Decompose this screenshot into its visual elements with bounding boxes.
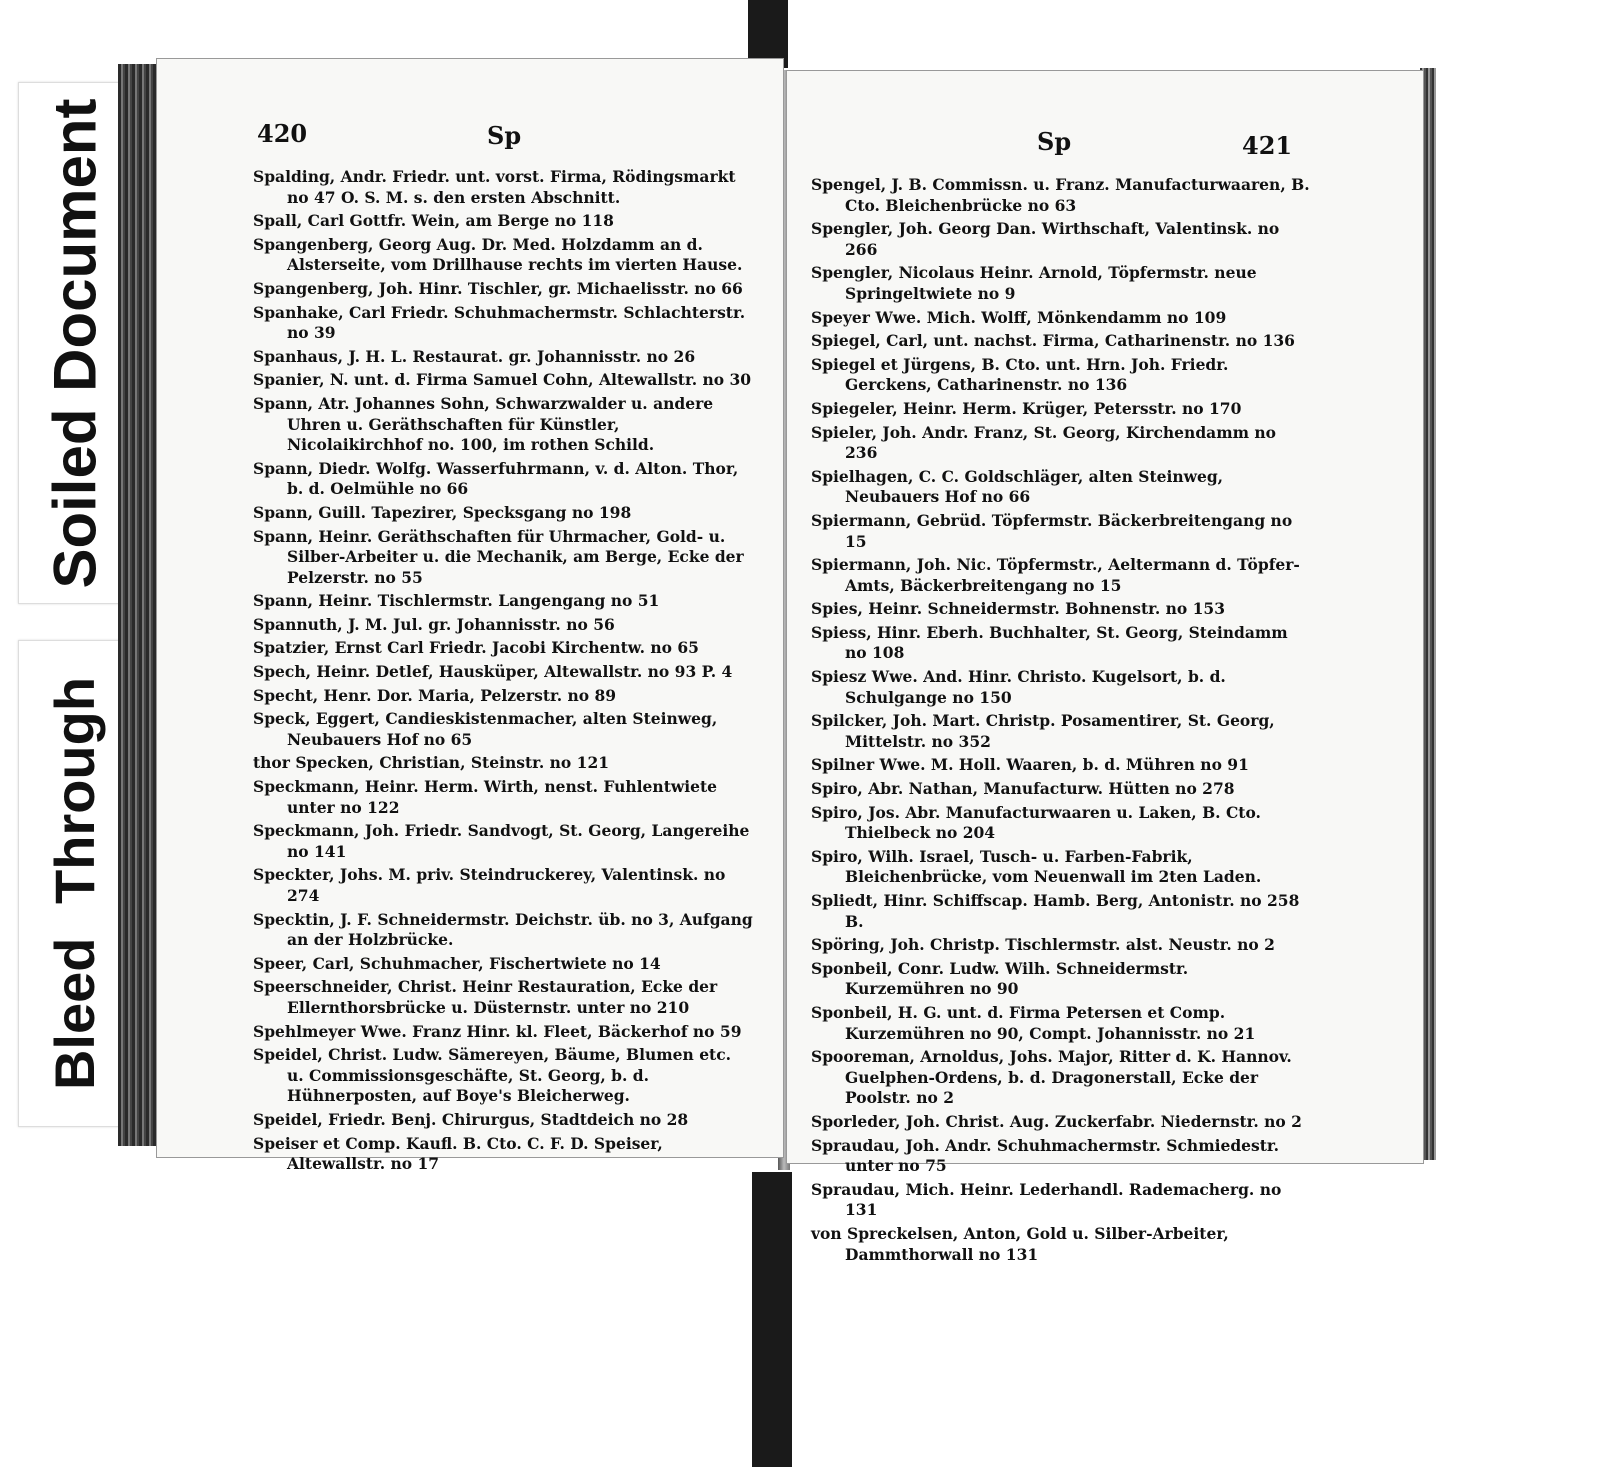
page-header: Sp [1037,127,1072,156]
entry-list [253,167,753,1178]
directory-entry: Speyer Wwe. Mich. Wolff, Mönkendamm no 109 [811,307,1227,327]
directory-entry: Speer, Carl, Schuhmacher, Fischertwiete no 14 [253,953,661,973]
directory-entry: Spangenberg, Joh. Hinr. Tischler, gr. Michaelisstr. no 66 [253,278,743,298]
directory-entry: Spann, Diedr. Wolfg. Wasserfuhrmann, v. d. Alton. Thor, b. d. Oelmühle no 66 [253,458,739,499]
directory-entry: Spliedt, Hinr. Schiffscap. Hamb. Berg, Antonistr. no 258 B. [811,891,1300,931]
directory-entry: Spann, Heinr. Tischlermstr. Langengang no 51 [253,591,660,611]
directory-entry: Spann, Guill. Tapezirer, Specksgang no 198 [253,502,632,522]
directory-entry: Spanier, N. unt. d. Firma Samuel Cohn, Altewallstr. no 30 [253,370,752,390]
directory-entry: Spall, Carl Gottfr. Wein, am Berge no 118 [253,211,614,231]
entry-list [811,175,1311,1268]
directory-entry: Spiegeler, Heinr. Herm. Krüger, Petersstr. no 170 [811,398,1242,418]
directory-entry: Spies, Heinr. Schneidermstr. Bohnenstr. no 153 [811,599,1225,619]
directory-entry: Spielhagen, C. C. Goldschläger, alten Steinweg, Neubauers Hof no 66 [811,466,1224,507]
directory-entry: Specht, Henr. Dor. Maria, Pelzerstr. no 89 [253,685,617,705]
directory-entry: Spilcker, Joh. Mart. Christp. Posamentirer, St. Georg, Mittelstr. no 352 [811,711,1275,751]
directory-entry: Spengel, J. B. Commissn. u. Franz. Manufacturwaaren, B. Cto. Bleichenbrücke no 63 [811,175,1310,215]
directory-entry: Spann, Atr. Johannes Sohn, Schwarzwalder u. andere Uhren u. Geräthschaften für Künstler, Nicolaikirchhof no. 100, im rothen Schild. [253,393,714,455]
directory-entry: Spiro, Jos. Abr. Manufacturwaaren u. Laken, B. Cto. Thielbeck no 204 [811,802,1261,843]
directory-entry: Spiro, Wilh. Israel, Tusch- u. Farben-Fabrik, Bleichenbrücke, vom Neuenwall im 2ten Laden. [811,846,1262,887]
page-number: 420 [257,119,308,148]
directory-entry: Speidel, Christ. Ludw. Sämereyen, Bäume, Blumen etc. u. Commissionsgeschäfte, St. Georg, b. d. Hühnerposten, auf Boye's Bleicherweg. [253,1045,732,1106]
right-page [786,70,1424,1264]
directory-entry: Speerschneider, Christ. Heinr Restauration, Ecke der Ellernthorsbrücke u. Düsternstr. unter no 210 [253,977,718,1017]
directory-entry: Spatzier, Ernst Carl Friedr. Jacobi Kirchentw. no 65 [253,638,699,658]
page-number: 421 [1242,131,1293,160]
directory-entry: Spooreman, Arnoldus, Johs. Major, Ritter d. K. Hannov. Guelphen-Ordens, b. d. Dragonerstall, Ecke der Poolstr. no 2 [811,1047,1292,1108]
page-edges-left [118,64,160,1146]
soiled-document-label: Soiled Document [18,82,132,604]
directory-entry: Spiess, Hinr. Eberh. Buchhalter, St. Georg, Steindamm no 108 [811,622,1288,663]
directory-entry: Spech, Heinr. Detlef, Hausküper, Altewallstr. no 93 P. 4 [253,662,733,682]
directory-entry: Speckmann, Heinr. Herm. Wirth, nenst. Fuhlentwiete unter no 122 [253,777,717,817]
directory-entry: Spraudau, Mich. Heinr. Lederhandl. Rademacherg. no 131 [811,1179,1282,1220]
directory-entry: Spraudau, Joh. Andr. Schuhmachermstr. Schmiedestr. unter no 75 [811,1135,1280,1176]
directory-entry: Speckter, Johs. M. priv. Steindruckerey, Valentinsk. no 274 [253,865,726,905]
directory-entry: Spengler, Joh. Georg Dan. Wirthschaft, Valentinsk. no 266 [811,219,1280,259]
left-page [156,58,784,1174]
directory-entry: Speiser et Comp. Kaufl. B. Cto. C. F. D. Speiser, Altewallstr. no 17 [253,1133,663,1174]
directory-entry: Specktin, J. F. Schneidermstr. Deichstr. üb. no 3, Aufgang an der Holzbrücke. [253,909,753,950]
directory-entry: Spanhake, Carl Friedr. Schuhmachermstr. Schlachterstr. no 39 [253,302,746,343]
directory-entry: Spangenberg, Georg Aug. Dr. Med. Holzdamm an d. Alsterseite, vom Drillhause rechts im vierten Hause. [253,234,743,275]
directory-entry: Spannuth, J. M. Jul. gr. Johannisstr. no 56 [253,614,615,634]
directory-entry: Spiegel et Jürgens, B. Cto. unt. Hrn. Joh. Friedr. Gerckens, Catharinenstr. no 136 [811,354,1229,395]
directory-entry: Spiegel, Carl, unt. nachst. Firma, Catharinenstr. no 136 [811,331,1295,351]
directory-entry: Spiro, Abr. Nathan, Manufacturw. Hütten no 278 [811,779,1235,799]
directory-entry: Sponbeil, Conr. Ludw. Wilh. Schneidermstr. Kurzemühren no 90 [811,958,1189,999]
directory-entry: Spilner Wwe. M. Holl. Waaren, b. d. Mühren no 91 [811,755,1249,775]
directory-entry: thor Specken, Christian, Steinstr. no 121 [253,753,610,773]
directory-entry: Sporleder, Joh. Christ. Aug. Zuckerfabr. Niedernstr. no 2 [811,1111,1302,1131]
directory-entry: Speck, Eggert, Candieskistenmacher, alten Steinweg, Neubauers Hof no 65 [253,709,718,749]
page-header: Sp [487,121,522,150]
directory-entry: Spehlmeyer Wwe. Franz Hinr. kl. Fleet, Bäckerhof no 59 [253,1021,742,1041]
binding-strip-bottom [752,1172,792,1467]
directory-entry: Spiesz Wwe. And. Hinr. Christo. Kugelsort, b. d. Schulgange no 150 [811,667,1226,707]
bleed-through-label: Bleed Through [18,640,132,1127]
directory-entry: Spann, Heinr. Geräthschaften für Uhrmacher, Gold- u. Silber-Arbeiter u. die Mechanik, am Berge, Ecke der Pelzerstr. no 55 [253,526,744,587]
directory-entry: Speckmann, Joh. Friedr. Sandvogt, St. Georg, Langereihe no 141 [253,821,750,861]
directory-entry: Spanhaus, J. H. L. Restaurat. gr. Johannisstr. no 26 [253,346,696,366]
directory-entry: Spiermann, Joh. Nic. Töpfermstr., Aeltermann d. Töpfer-Amts, Bäckerbreitengang no 15 [811,555,1300,595]
directory-entry: Sponbeil, H. G. unt. d. Firma Petersen et Comp. Kurzemühren no 90, Compt. Johannisstr. no 21 [811,1002,1256,1043]
directory-entry: Spöring, Joh. Christp. Tischlermstr. alst. Neustr. no 2 [811,935,1275,955]
directory-entry: Spengler, Nicolaus Heinr. Arnold, Töpfermstr. neue Springeltwiete no 9 [811,263,1257,303]
directory-entry: Spieler, Joh. Andr. Franz, St. Georg, Kirchendamm no 236 [811,422,1276,463]
directory-entry: von Spreckelsen, Anton, Gold u. Silber-Arbeiter, Dammthorwall no 131 [811,1223,1229,1264]
directory-entry: Spiermann, Gebrüd. Töpfermstr. Bäckerbreitengang no 15 [811,510,1293,551]
directory-entry: Speidel, Friedr. Benj. Chirurgus, Stadtdeich no 28 [253,1109,689,1129]
directory-entry: Spalding, Andr. Friedr. unt. vorst. Firma, Rödingsmarkt no 47 O. S. M. s. den ersten Abschnitt. [253,167,736,207]
